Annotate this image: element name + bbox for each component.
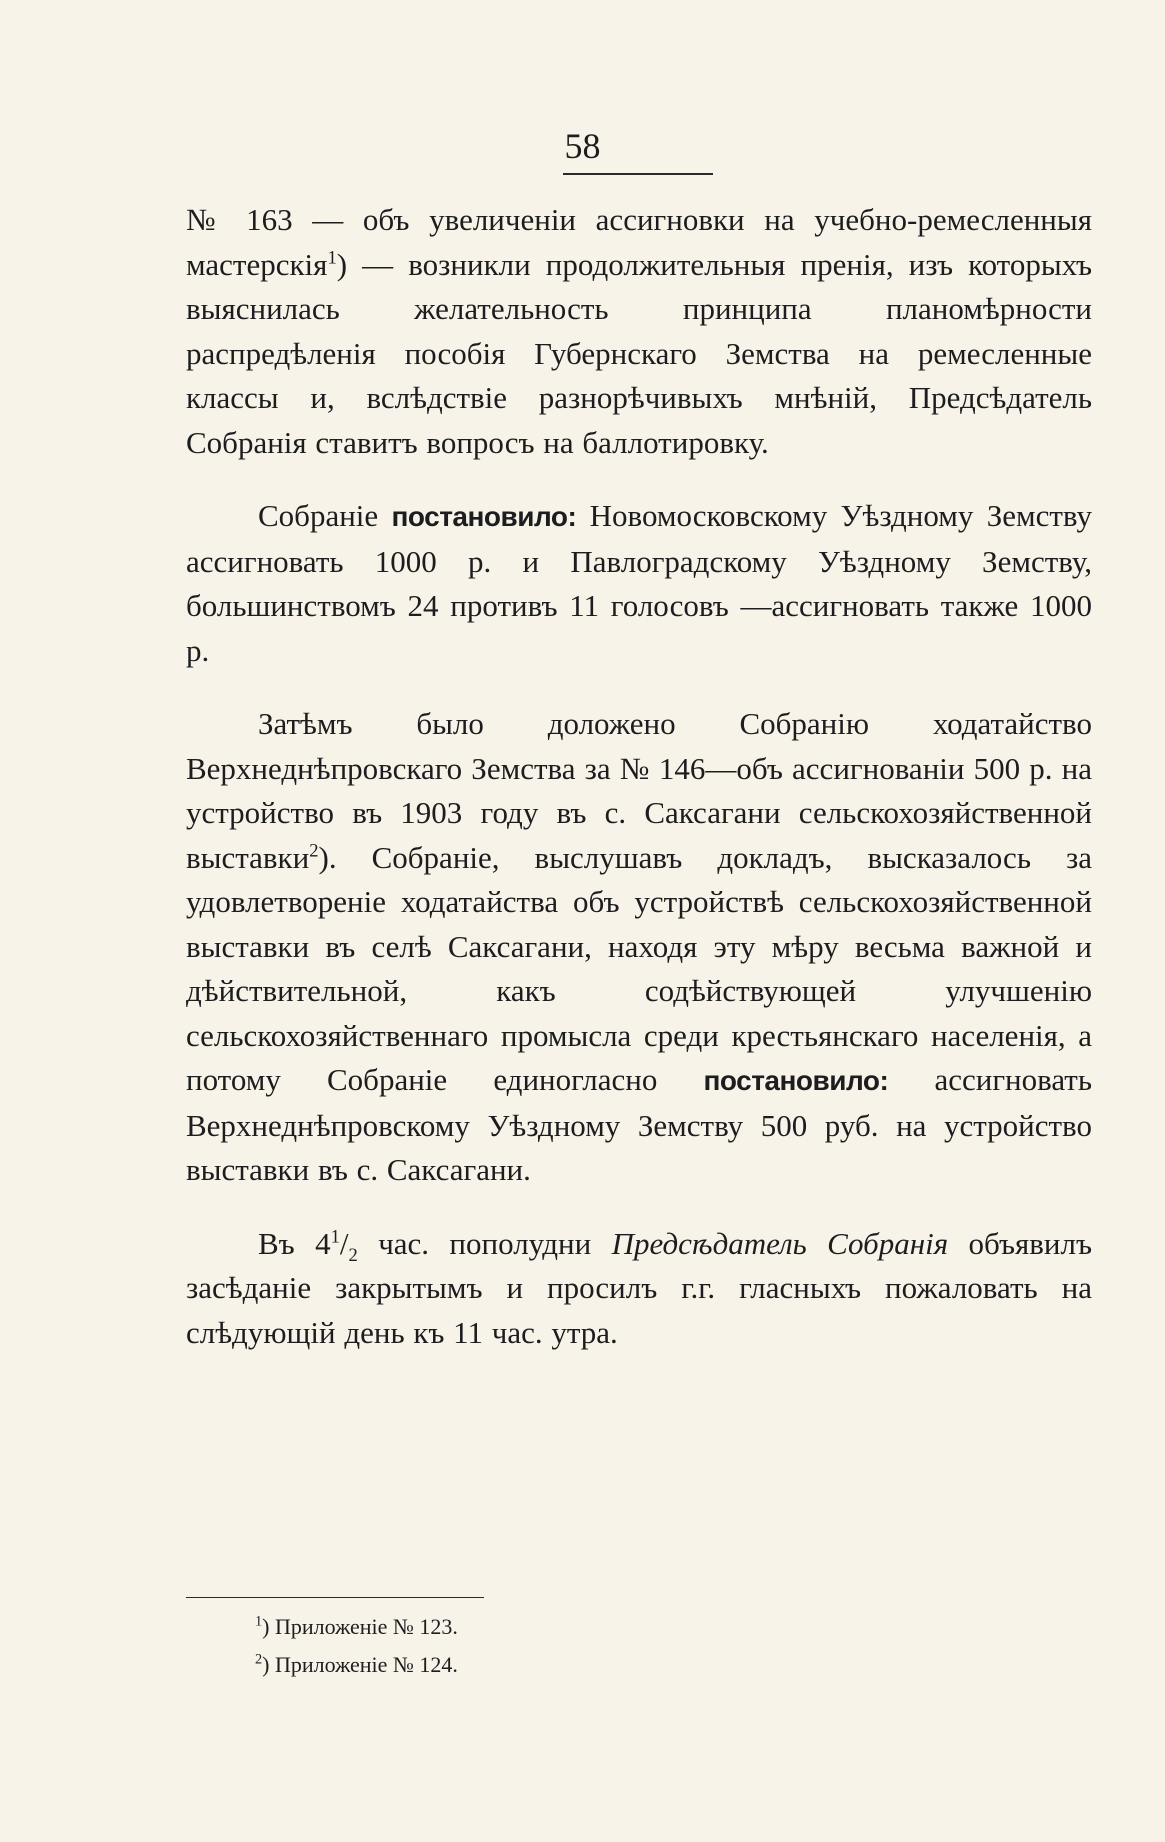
footnotes bbox=[255, 1608, 855, 1684]
footnote-2: $^2$) Приложеніе № 124. bbox=[255, 1651, 458, 1677]
main-text bbox=[186, 198, 1092, 1384]
resolution-keyword: постановило: bbox=[703, 1065, 889, 1096]
chairman-title: Предсѣдатель Собранія bbox=[611, 1225, 949, 1261]
footnote-rule bbox=[186, 1597, 484, 1598]
paragraph-1: № 163 — объ увеличеніи ассигновки на учебно-ремесленныя мастерскія$^1$) — возникли продолжительныя пренія, изъ которыхъ выяснилась желательность принципа планомѣрности распредѣленія пособія Губернскаго Земства на ремесленные классы и, вслѣдствіе разнорѣчивыхъ мнѣній, Предсѣдатель Собранія ставитъ вопросъ на баллотировку. bbox=[186, 202, 1092, 460]
resolution-keyword: постановило: bbox=[391, 501, 577, 532]
footnote-ref-1: 1 bbox=[327, 247, 337, 269]
page-number: 58 bbox=[564, 126, 601, 166]
footnote-1: $^1$) Приложеніе № 123. bbox=[255, 1613, 458, 1639]
page-number-rule bbox=[563, 173, 713, 175]
footnote-ref-2: 2 bbox=[309, 840, 319, 862]
paragraph-4: Въ $4^1/_2$ час. пополудни Предсѣдатель Собранія объявилъ засѣданіе закрытымъ и просилъ г.г. гласныхъ пожаловать на слѣдующій день къ 11 час. утра. bbox=[186, 1225, 1093, 1350]
paragraph-3: Затѣмъ было доложено Собранію ходатайство Верхнеднѣпровскаго Земства за № 146—объ ассигнованіи 500 р. на устройство въ 1903 году въ с. Саксагани сельскохозяйственной выставки$^2$). Собраніе, выслушавъ докладъ, высказалось за удовлетвореніе ходатайства объ устройствѣ сельскохозяйственной выставки въ селѣ Саксагани, находя эту мѣру весьма важной и дѣйствительной, какъ содѣйствующей улучшенію сельскохозяйственнаго промысла среди крестьянскаго населенія, а потому Собраніе единогласно постановило: ассигновать Верхнеднѣпровскому Уѣздному Земству 500 руб. на устройство выставки въ с. Саксагани. bbox=[186, 706, 1092, 1187]
paragraph-2: Собраніе постановило: Новомосковскому Уѣздному Земству ассигновать 1000 р. и Павлоградскому Уѣздному Земству, большинствомъ 24 противъ 11 голосовъ —ассигновать также 1000 р. bbox=[186, 498, 1093, 668]
